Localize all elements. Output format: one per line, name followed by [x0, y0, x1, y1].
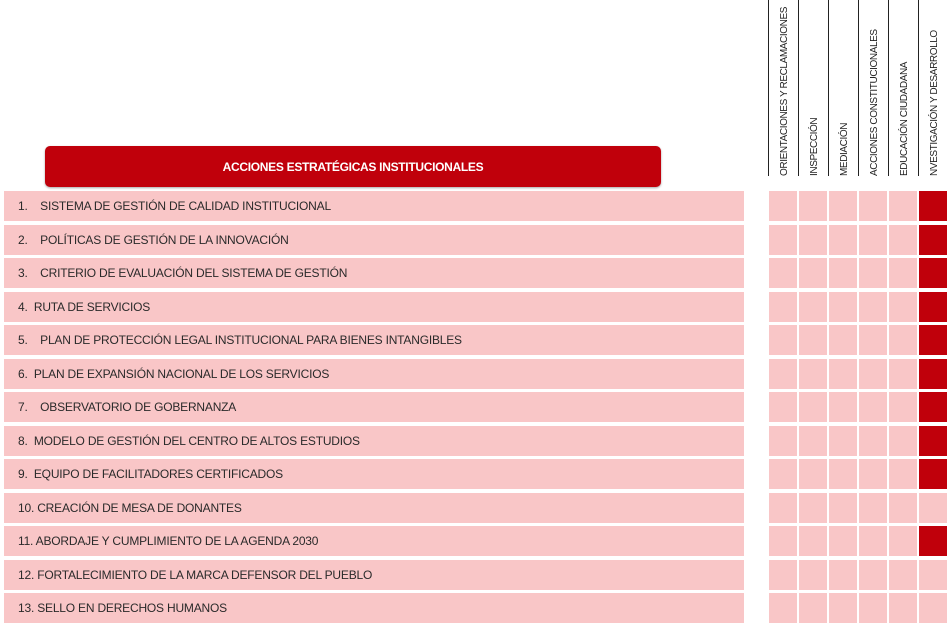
matrix-cell	[919, 493, 947, 523]
matrix-cell	[889, 292, 917, 322]
column-divider	[828, 0, 829, 176]
matrix-cell-marked	[919, 325, 947, 355]
matrix-cell	[769, 459, 797, 489]
column-divider	[858, 0, 859, 176]
matrix-cell	[769, 392, 797, 422]
matrix-cell	[799, 258, 827, 288]
matrix-cell	[769, 292, 797, 322]
matrix-cell	[769, 493, 797, 523]
table-row	[4, 526, 744, 556]
matrix-cell	[859, 225, 887, 255]
column-header	[860, 4, 888, 176]
table-row	[4, 560, 744, 590]
matrix-cell	[799, 191, 827, 221]
matrix-cell-marked	[919, 258, 947, 288]
matrix-cell	[859, 392, 887, 422]
row-label: 4. RUTA DE SERVICIOS	[18, 300, 151, 314]
matrix-cell	[919, 593, 947, 623]
row-label: 1. SISTEMA DE GESTIÓN DE CALIDAD INSTITUCIONAL	[18, 199, 331, 213]
row-label: 12. FORTALECIMIENTO DE LA MARCA DEFENSOR DEL PUEBLO	[18, 568, 373, 582]
matrix-cell	[829, 459, 857, 489]
matrix-cell	[859, 426, 887, 456]
matrix-cell	[769, 325, 797, 355]
matrix-cell-marked	[919, 359, 947, 389]
column-divider	[798, 0, 799, 176]
banner	[45, 146, 661, 187]
matrix-cell	[829, 426, 857, 456]
column-header-label: NVESTIGACIÓN Y DESARROLLO	[929, 30, 940, 176]
matrix-cell	[889, 392, 917, 422]
column-header-label: INSPECCIÓN	[809, 117, 820, 176]
row-label: 13. SELLO EN DERECHOS HUMANOS	[18, 601, 227, 615]
matrix-cell	[799, 225, 827, 255]
matrix-cell	[829, 191, 857, 221]
matrix-cell	[859, 526, 887, 556]
matrix-cell	[859, 258, 887, 288]
table-row	[4, 258, 744, 288]
matrix-cell	[769, 560, 797, 590]
table-row	[4, 359, 744, 389]
matrix-cell	[799, 325, 827, 355]
matrix-cell	[829, 359, 857, 389]
matrix-cell	[799, 493, 827, 523]
column-header	[830, 4, 858, 176]
matrix-cell	[889, 426, 917, 456]
matrix-cell	[889, 359, 917, 389]
matrix-cell	[799, 459, 827, 489]
matrix-cell	[829, 392, 857, 422]
column-divider	[768, 0, 769, 176]
column-header-label: ACCIONES CONSTITUCIONALES	[869, 29, 880, 176]
matrix-cell-marked	[919, 426, 947, 456]
table-row	[4, 392, 744, 422]
table-row	[4, 225, 744, 255]
matrix-cell	[889, 526, 917, 556]
matrix-cell-marked	[919, 526, 947, 556]
matrix-cell-marked	[919, 459, 947, 489]
matrix-cell	[799, 560, 827, 590]
matrix-cell-marked	[919, 225, 947, 255]
column-header	[890, 4, 918, 176]
matrix-cell	[769, 526, 797, 556]
matrix-cell	[799, 426, 827, 456]
matrix-cell	[889, 459, 917, 489]
matrix-cell	[829, 560, 857, 590]
column-divider	[888, 0, 889, 176]
matrix-cell	[859, 459, 887, 489]
matrix-cell	[829, 225, 857, 255]
matrix-cell	[769, 258, 797, 288]
matrix-cell	[769, 426, 797, 456]
table-row	[4, 426, 744, 456]
table-row	[4, 493, 744, 523]
table-row	[4, 292, 744, 322]
row-label: 8. MODELO DE GESTIÓN DEL CENTRO DE ALTOS ESTUDIOS	[18, 434, 360, 448]
row-label: 7. OBSERVATORIO DE GOBERNANZA	[18, 400, 237, 414]
matrix-cell	[859, 191, 887, 221]
matrix-cell	[889, 191, 917, 221]
matrix-cell	[889, 225, 917, 255]
matrix-cell-marked	[919, 191, 947, 221]
row-label: 5. PLAN DE PROTECCIÓN LEGAL INSTITUCIONAL PARA BIENES INTANGIBLES	[18, 333, 462, 347]
matrix-cell	[889, 560, 917, 590]
matrix-cell	[829, 593, 857, 623]
banner-title: ACCIONES ESTRATÉGICAS INSTITUCIONALES	[222, 159, 484, 174]
table-row	[4, 459, 744, 489]
row-label: 6. PLAN DE EXPANSIÓN NACIONAL DE LOS SERVICIOS	[18, 367, 330, 381]
table-row	[4, 191, 744, 221]
column-divider	[918, 0, 919, 176]
matrix-cell	[829, 292, 857, 322]
matrix-cell	[889, 325, 917, 355]
column-header-label: EDUCACIÓN CIUDADANA	[899, 61, 910, 176]
row-label: 9. EQUIPO DE FACILITADORES CERTIFICADOS	[18, 467, 283, 481]
column-header-label: ORIENTACIONES Y RECLAMACIONES	[779, 7, 790, 176]
matrix-cell	[859, 560, 887, 590]
matrix-cell	[799, 392, 827, 422]
table-row	[4, 593, 744, 623]
matrix-cell	[769, 225, 797, 255]
matrix-cell	[799, 292, 827, 322]
matrix-cell	[769, 359, 797, 389]
column-header	[920, 4, 948, 176]
matrix-cell	[799, 359, 827, 389]
matrix-cell	[919, 560, 947, 590]
matrix-cell	[859, 593, 887, 623]
matrix-cell	[799, 526, 827, 556]
column-header	[770, 4, 798, 176]
matrix-cell	[829, 258, 857, 288]
matrix-cell	[829, 493, 857, 523]
table-row	[4, 325, 744, 355]
matrix-cell	[859, 359, 887, 389]
matrix-cell	[829, 526, 857, 556]
row-label: 2. POLÍTICAS DE GESTIÓN DE LA INNOVACIÓN	[18, 233, 289, 247]
matrix-cell	[889, 593, 917, 623]
matrix-cell	[859, 292, 887, 322]
matrix-cell	[889, 258, 917, 288]
matrix-cell-marked	[919, 392, 947, 422]
matrix-cell	[829, 325, 857, 355]
column-header	[800, 4, 828, 176]
matrix-cell	[799, 593, 827, 623]
matrix-cell-marked	[919, 292, 947, 322]
column-header-label: MEDIACIÓN	[839, 122, 850, 176]
matrix-cell	[769, 191, 797, 221]
matrix-cell	[859, 493, 887, 523]
row-label: 10. CREACIÓN DE MESA DE DONANTES	[18, 501, 242, 515]
matrix-cell	[859, 325, 887, 355]
row-label: 3. CRITERIO DE EVALUACIÓN DEL SISTEMA DE GESTIÓN	[18, 266, 348, 280]
matrix-cell	[769, 593, 797, 623]
row-label: 11. ABORDAJE Y CUMPLIMIENTO DE LA AGENDA 2030	[18, 534, 319, 548]
matrix-cell	[889, 493, 917, 523]
